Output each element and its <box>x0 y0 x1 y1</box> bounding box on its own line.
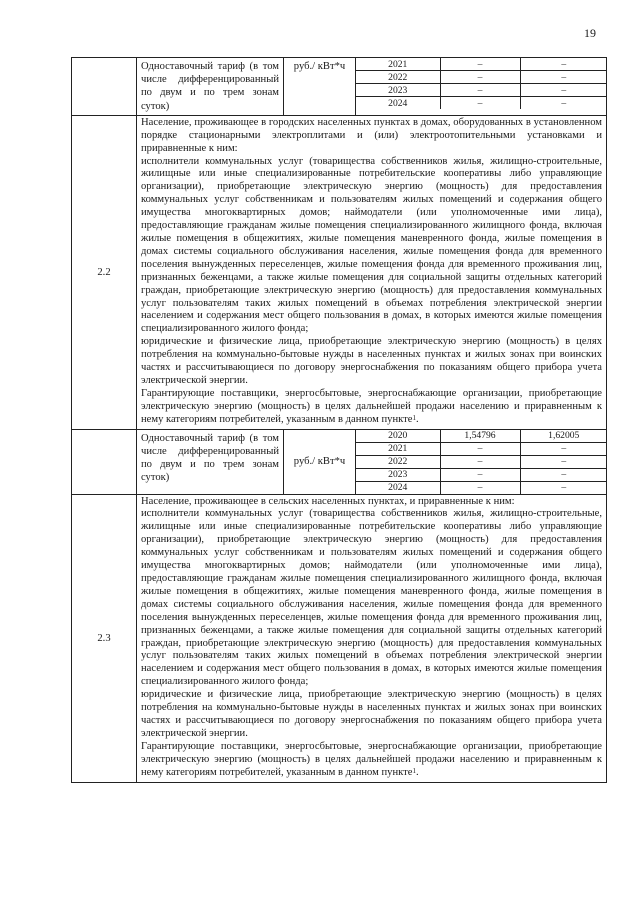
year-row <box>356 430 607 443</box>
year-cell: 2020 <box>356 430 440 443</box>
value-cell: – <box>440 71 520 84</box>
value-cell: – <box>520 84 607 97</box>
tariff-label: Одноставочный тариф (в том числе дифференцированный по двум и по трем зонам суток) <box>137 429 284 494</box>
year-values <box>356 429 607 494</box>
paragraph-text: Гарантирующие поставщики, энергосбытовые, энергоснабжающие организации, приобретающие электрическую энергию (мощность) в целях дальнейшей продажи населению и приравненным к нему категориям потребителей, указанным в данном пункте <box>141 387 602 425</box>
tariff-unit: руб./ кВт*ч <box>284 58 356 116</box>
year-row <box>356 442 607 455</box>
footnote-mark: 1 <box>412 766 416 775</box>
value-cell: 1,62005 <box>520 430 607 443</box>
value-cell: – <box>440 97 520 110</box>
year-values-table <box>356 58 607 109</box>
year-values-table <box>356 430 607 494</box>
year-row <box>356 97 607 110</box>
year-row <box>356 481 607 494</box>
year-row <box>356 58 607 71</box>
paragraph: юридические и физические лица, приобретающие электрическую энергию (мощность) в целях потребления на коммунально-бытовые нужды в населенных пунктах и жилых зонах при воинских частях и рассчитывающиеся по договору энергоснабжения по показаниям общего прибора учета электрической энергии. <box>141 689 602 739</box>
value-cell: – <box>520 97 607 110</box>
value-cell: – <box>520 442 607 455</box>
section-description <box>137 494 607 782</box>
year-cell: 2022 <box>356 455 440 468</box>
row-number: 2.2 <box>72 115 137 429</box>
paragraph: юридические и физические лица, приобретающие электрическую энергию (мощность) в целях потребления на коммунально-бытовые нужды в населенных пунктах и жилых зонах при воинских частях и рассчитывающиеся по договору энергоснабжения по показаниям общего прибора учета электрической энергии. <box>141 336 602 386</box>
value-cell: – <box>440 442 520 455</box>
year-values <box>356 58 607 116</box>
footnote-mark: 1 <box>412 413 416 422</box>
value-cell: – <box>440 481 520 494</box>
year-cell: 2023 <box>356 84 440 97</box>
paragraph-text: Гарантирующие поставщики, энергосбытовые, энергоснабжающие организации, приобретающие электрическую энергию (мощность) в целях дальнейшей продажи населению и приравненным к нему категориям потребителей, указанным в данном пункте <box>141 740 602 778</box>
value-cell: – <box>440 84 520 97</box>
year-row <box>356 71 607 84</box>
year-cell: 2024 <box>356 481 440 494</box>
tariff-row <box>72 58 607 116</box>
year-cell: 2023 <box>356 468 440 481</box>
value-cell: – <box>520 455 607 468</box>
paragraph: Население, проживающее в городских населенных пунктах в домах, оборудованных в установленном порядке стационарными электроплитами и (или) электроотопительными установками и приравненные к ним: <box>141 116 602 154</box>
row-number <box>72 58 137 116</box>
tariff-label: Одноставочный тариф (в том числе дифференцированный по двум и по трем зонам суток) <box>137 58 284 116</box>
page-number: 19 <box>584 26 596 40</box>
year-cell: 2024 <box>356 97 440 110</box>
year-cell: 2022 <box>356 71 440 84</box>
paragraph: исполнители коммунальных услуг (товарищества собственников жилья, жилищно-строительные, жилищные или иные специализированные потребительские кооперативы либо управляющие организации), приобретающие электрическую энергию (мощность) для предоставления коммунальных услуг собственникам и пользователям жилых помещений и содержания общего имущества многоквартирных домов; наймодатели (или уполномоченные ими лица), предоставляющие гражданам жилые помещения специализированного жилищного фонда, включая жилые помещения в общежитиях, жилые помещения маневренного фонда, жилые помещения в домах системы социального обслуживания населения, жилые помещения фонда для временного поселения вынужденных переселенцев, жилые помещения фонда для временного проживания лиц, признанных беженцами, а также жилые помещения для социальной защиты отдельных категорий граждан, приобретающие электрическую энергию (мощность) для предоставления коммунальных услуг пользователям таких жилых помещений в объемах потребления электрической энергии населением и содержания мест общего пользования в домах, в которых имеются жилые помещения специализированного жилого фонда; <box>141 155 602 335</box>
paragraph <box>141 741 602 780</box>
value-cell: – <box>440 468 520 481</box>
year-cell: 2021 <box>356 58 440 71</box>
section-description <box>137 115 607 429</box>
year-row <box>356 468 607 481</box>
row-number: 2.3 <box>72 494 137 782</box>
year-row <box>356 84 607 97</box>
tariff-table <box>71 57 607 783</box>
paragraph: Население, проживающее в сельских населенных пунктах, и приравненные к ним: <box>141 495 515 507</box>
paragraph <box>141 388 602 427</box>
value-cell: – <box>440 455 520 468</box>
value-cell: – <box>520 58 607 71</box>
row-number <box>72 429 137 494</box>
paragraph-end: . <box>415 766 419 778</box>
section-row <box>72 494 607 782</box>
value-cell: – <box>520 468 607 481</box>
year-cell: 2021 <box>356 442 440 455</box>
value-cell: – <box>440 58 520 71</box>
tariff-row <box>72 429 607 494</box>
section-row <box>72 115 607 429</box>
paragraph-end: . <box>415 413 419 425</box>
tariff-unit: руб./ кВт*ч <box>284 429 356 494</box>
value-cell: 1,54796 <box>440 430 520 443</box>
paragraph: исполнители коммунальных услуг (товарищества собственников жилья, жилищно-строительные, жилищные или иные специализированные потребительские кооперативы либо управляющие организации), приобретающие электрическую энергию (мощность) для предоставления коммунальных услуг собственникам и пользователям жилых помещений и содержания общего имущества многоквартирных домов; наймодатели (или уполномоченные ими лица), предоставляющие гражданам жилые помещения специализированного жилищного фонда, включая жилые помещения в общежитиях, жилые помещения маневренного фонда, жилые помещения в домах системы социального обслуживания населения, жилые помещения фонда для временного поселения вынужденных переселенцев, жилые помещения фонда для временного проживания лиц, признанных беженцами, а также жилые помещения для социальной защиты отдельных категорий граждан, приобретающие электрическую энергию (мощность) для предоставления коммунальных услуг пользователям таких жилых помещений в объемах потребления электрической энергии населением и содержания мест общего пользования в домах, в которых имеются жилые помещения специализированного жилого фонда; <box>141 508 602 688</box>
value-cell: – <box>520 71 607 84</box>
value-cell: – <box>520 481 607 494</box>
year-row <box>356 455 607 468</box>
